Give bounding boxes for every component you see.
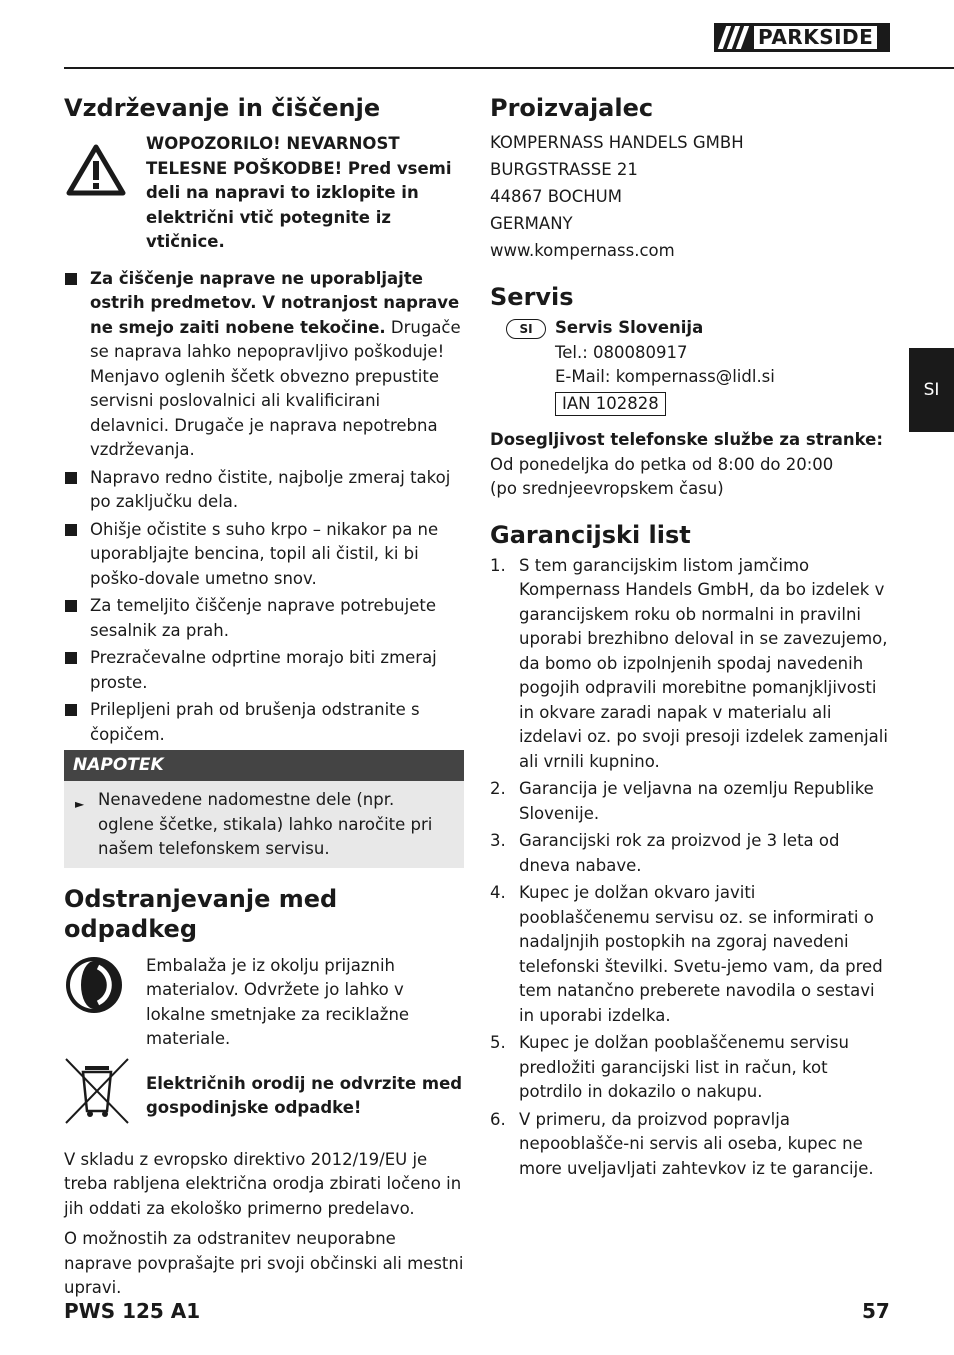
list-item: 2. Garancija je veljavna na ozemlju Republike Slovenije. [490, 779, 874, 823]
warranty-list [490, 554, 890, 1182]
model-number: PWS 125 A1 [64, 1299, 201, 1323]
availability-tz: (po srednjeevropskem času) [490, 479, 724, 498]
list-item: 1. S tem garancijskim listom jamčimo Kompernass Handels GmbH, da bo izdelek v garancijskem roku ob normalni in pravilni uporabi brezhibno deloval in se zavezujemo, da bomo ob izpolnjenih spodaj navedenih pogojih odpravili morebitne pomanjkljivosti in okvare zaradi napak v materialu ali izdelavi oz. po svoji presoji izdelek zamenjali ali vrnili kupnino. [490, 555, 888, 771]
list-item: Ohišje očistite s suho krpo – nikakor pa ne uporabljajte bencina, topil ali čistil, ki bi poško-dovale umetno snov. [64, 518, 464, 592]
page-number: 57 [862, 1299, 890, 1323]
address-line: GERMANY [490, 214, 573, 233]
note-text: Nenavedene nadomestne dele (npr. oglene ščetke, stikala) lahko naročite pri našem telefonskem servisu. [98, 790, 433, 858]
warning-text: WOPOZORILO! NEVARNOST TELESNE POŠKODBE! Pred vsemi deli na napravi to izklopite in električni vtič potegnite iz vtičnice. [146, 134, 452, 251]
left-column [64, 93, 464, 1301]
section-title-manufacturer: Proizvajalec [490, 94, 654, 122]
availability-title: Dosegljivost telefonske službe za stranke: [490, 430, 883, 449]
section-title-maintenance: Vzdrževanje in čiščenje [64, 94, 381, 122]
service-name: Servis Slovenija [555, 318, 704, 337]
crossed-bin-icon [64, 1057, 130, 1125]
list-item: Napravo redno čistite, najbolje zmeraj takoj po zaključku dela. [64, 466, 464, 515]
address-line: KOMPERNASS HANDELS GMBH [490, 133, 744, 152]
list-item: Prezračevalne odprtine morajo biti zmeraj proste. [64, 646, 464, 695]
authority-text: O možnostih za odstranitev neuporabne naprave povprašajte pri svoji občinski ali mestni upravi. [64, 1229, 464, 1297]
language-tab: SI [909, 348, 954, 432]
list-item: 4. Kupec je dolžan okvaro javiti pooblaščenemu servisu oz. se informirati o nadaljnjih postopkih na zgoraj navedeni telefonski številki. Svetu-jemo vam, da pred tem natančno preberete navodila o sestavi in uporabi izdelka. [490, 883, 883, 1025]
country-badge: SI [506, 319, 546, 339]
list-item: Za temeljito čiščenje naprave potrebujete sesalnik za prah. [64, 594, 464, 643]
service-block [490, 316, 890, 416]
right-column [490, 93, 890, 1184]
list-item: Prilepljeni prah od brušenja odstranite s čopičem. [64, 698, 464, 747]
note-box [64, 750, 464, 868]
list-item: 3. Garancijski rok za proizvod je 3 leta od dneva nabave. [490, 831, 840, 875]
website-link[interactable]: www.kompernass.com [490, 241, 675, 260]
address-line: 44867 BOCHUM [490, 187, 622, 206]
service-phone: Tel.: 080080917 [555, 342, 688, 362]
packaging-text: Embalaža je iz okolju prijaznih materialov. Odvržete jo lahko v lokalne smetnjake za reciklažne materiale. [146, 955, 410, 1048]
recycling-icon [64, 955, 124, 1015]
arrow-icon: ► [75, 797, 85, 811]
section-title-warranty: Garancijski list [490, 520, 691, 549]
directive-text: V skladu z evropsko direktivo 2012/19/EU je treba rabljena električna orodja zbirati ločeno in jih oddati za ekološko primerno predelavo. [64, 1149, 462, 1218]
note-title: NAPOTEK [64, 750, 464, 781]
maintenance-list [64, 267, 464, 748]
list-item: 6. V primeru, da proizvod popravlja nepooblašče-ni servis ali oseba, kupec ne more uveljavljati zahtevkov iz te garancije. [490, 1109, 874, 1178]
section-title-disposal: Odstranjevanje med odpadkeg [64, 884, 338, 943]
list-item: 5. Kupec je dolžan pooblaščenemu servisu predložiti garancijski list in račun, kot potrdilo in dokazilo o nakupu. [490, 1033, 849, 1101]
manufacturer-address [490, 129, 890, 264]
availability-hours: Od ponedeljka do petka od 8:00 do 20:00 [490, 454, 834, 474]
warning-icon [66, 144, 126, 196]
weee-text: Električnih orodij ne odvrzite med gospodinjske odpadke! [146, 1073, 463, 1117]
ian-number: IAN 102828 [555, 392, 666, 416]
section-title-service: Servis [490, 283, 574, 311]
address-line: BURGSTRASSE 21 [490, 160, 638, 179]
parkside-logo [714, 23, 890, 52]
list-item: Za čiščenje naprave ne uporabljajte ostrih predmetov. V notranjost naprave ne smejo zaiti nobene tekočine. Drugače se naprava lahko nepopravljivo poškoduje! Menjavo oglenih ščetk obvezno prepustite servisni poslovalnici ali kvalificirani delavnici. Drugače je naprava nepotrebna vzdrževanja. [64, 267, 464, 463]
service-email[interactable]: E-Mail: kompernass@lidl.si [555, 367, 775, 386]
header-rule [64, 67, 954, 69]
brand-name: PARKSIDE [754, 26, 877, 49]
